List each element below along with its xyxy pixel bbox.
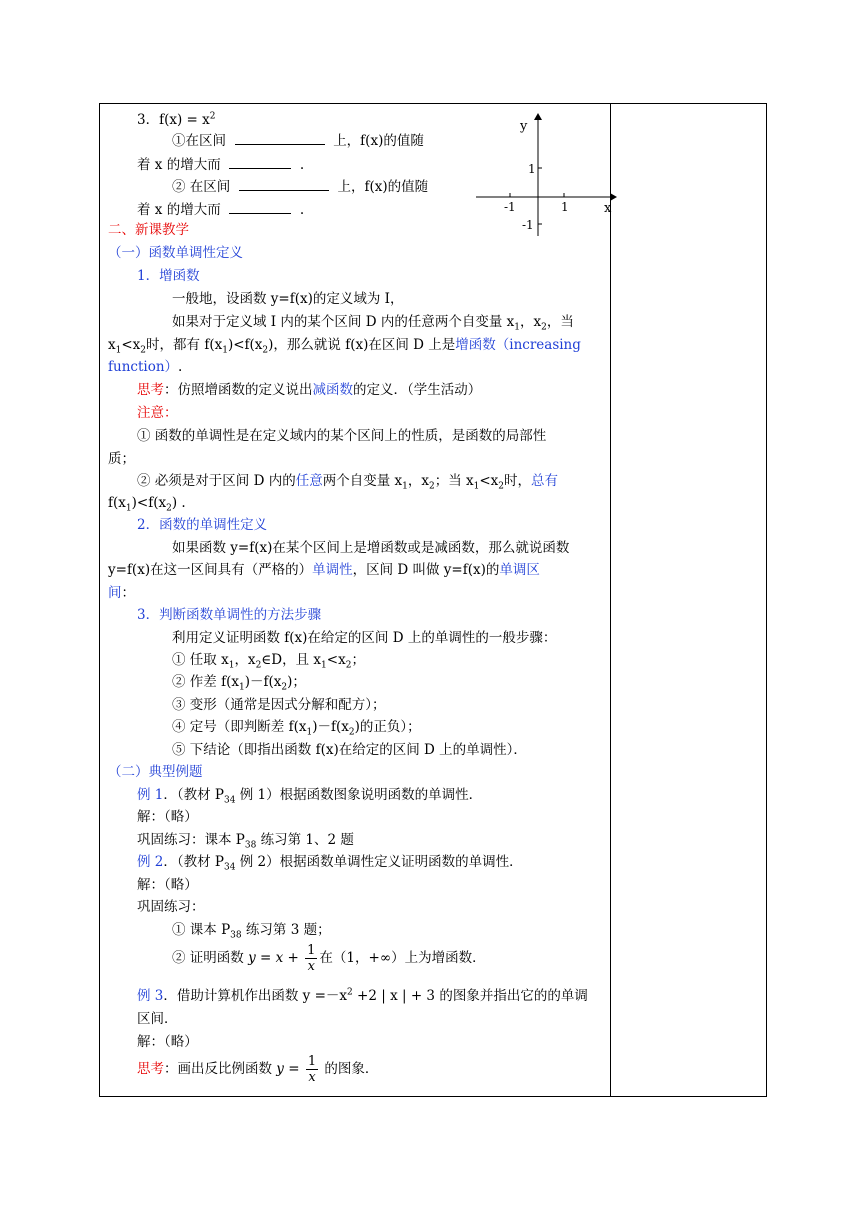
t: 1	[514, 322, 520, 333]
t: 巩固练习：课本 P	[137, 832, 245, 848]
solution-2: 解：（略）	[137, 877, 198, 893]
t: ，当	[546, 314, 574, 330]
subsection-heading-2: （二）典型例题	[108, 764, 203, 780]
practice-2-item-2	[172, 942, 486, 974]
method-step-5: ⑤ 下结论（即指出函数 f(x)在给定的区间 D 上的单调性）．	[172, 742, 527, 758]
method-step-4	[172, 718, 421, 736]
t: )，那么就说 f(x)在区间 D 上是	[268, 337, 456, 353]
t: .	[178, 359, 183, 375]
y-axis-arrow	[534, 113, 542, 120]
t: 38	[244, 840, 257, 851]
example-2-label: 例 2	[137, 854, 164, 870]
t: ，x	[519, 314, 542, 330]
solution-1: 解：（略）	[137, 809, 198, 825]
period: .	[299, 157, 305, 173]
subsection-heading-1: （一）函数单调性定义	[108, 245, 243, 261]
t: <x	[326, 652, 346, 668]
answer-blank-b-interval[interactable]	[239, 178, 329, 191]
t: ：	[121, 585, 135, 601]
section-heading: 二、新课教学	[108, 222, 189, 238]
t: ② 作差 f(x	[172, 674, 239, 690]
t: )－f(x	[312, 719, 349, 735]
t: )；	[287, 674, 306, 690]
frac-num: 1	[307, 943, 316, 958]
term-arbitrary: 任意	[295, 473, 323, 489]
definition-text-2	[172, 313, 574, 331]
term-monotonicity: 单调性	[312, 562, 353, 578]
t: 34	[224, 862, 236, 873]
t: +2 | x | + 3 的图象并指出它的的单调	[352, 988, 588, 1004]
t: 1	[473, 481, 480, 492]
t: <x	[479, 473, 499, 489]
tick-label-x-neg: -1	[504, 200, 516, 214]
term-decreasing-function: 减函数	[312, 382, 353, 398]
t: 两个自变量 x	[322, 473, 403, 489]
practice-1	[137, 831, 354, 849]
t: 2	[498, 481, 505, 492]
term-increasing-function: 增函数（increasing	[455, 337, 581, 353]
note-1-cont: 质；	[108, 451, 135, 467]
review-item-3-text: 3．f(x) = x	[137, 112, 210, 128]
think-prompt-2	[137, 1053, 378, 1085]
t: y=f(x)在这一区间具有（严格的）	[108, 562, 313, 578]
note-1: ① 函数的单调性是在定义域内的某个区间上的性质，是函数的局部性	[137, 428, 547, 444]
think-label: 思考	[137, 382, 164, 398]
note-label: 注意：	[137, 405, 178, 421]
t: ．（教材 P	[163, 787, 225, 803]
t: ④ 定号（即判断差 f(x	[172, 719, 307, 735]
topic-2-title: 2．函数的单调性定义	[137, 517, 268, 533]
answer-blank-a-interval[interactable]	[235, 132, 325, 145]
t: 时，都有 f(x	[146, 337, 223, 353]
method-step-1	[172, 651, 365, 669]
t: ∈D，且 x	[261, 652, 322, 668]
think-prompt-1	[137, 381, 481, 399]
math-eq: =	[283, 1061, 304, 1077]
review-a-line2: 着 x 的增大而	[137, 157, 221, 173]
note-2	[137, 472, 558, 490]
t: 2	[255, 660, 262, 671]
review-b-mid: 上，f(x)的值随	[337, 179, 429, 195]
answer-blank-a-trend[interactable]	[229, 156, 291, 169]
example-2	[137, 853, 523, 871]
t: 2	[166, 503, 172, 514]
method-step-2	[172, 673, 306, 691]
t: ；当 x	[434, 473, 474, 489]
t: ；	[351, 652, 365, 668]
t: 2	[281, 682, 288, 693]
t: ．（教材 P	[163, 854, 225, 870]
t: 1	[115, 345, 122, 356]
t: ：画出反比例函数	[164, 1061, 272, 1077]
t: 2	[262, 345, 269, 356]
review-a-mid: 上，f(x)的值随	[333, 133, 424, 149]
t: 2	[347, 987, 353, 998]
period: .	[299, 202, 305, 218]
t: ：仿照增函数的定义说出	[164, 382, 313, 398]
table-column-divider	[610, 103, 611, 1097]
monotonicity-def-1: 如果函数 y=f(x)在某个区间上是增函数或是减函数，那么就说函数	[172, 540, 570, 556]
math-y: y	[248, 950, 256, 966]
example-1	[137, 786, 482, 804]
t: )的正负）；	[354, 719, 421, 735]
t: 例 2）根据函数单调性定义证明函数的单调性．	[235, 854, 523, 870]
review-blank-b-2	[137, 201, 304, 219]
t: 2	[541, 322, 547, 333]
t: f(x	[108, 495, 126, 511]
t: 时，	[504, 473, 532, 489]
t: 2	[348, 727, 355, 738]
t: 2	[140, 345, 147, 356]
tick-label-y-pos: 1	[528, 162, 536, 176]
t: 的图象．	[320, 1061, 379, 1077]
t: 2	[428, 481, 435, 492]
t: )<f(x	[227, 337, 263, 353]
t: 练习第 1、2 题	[256, 832, 354, 848]
fraction-one-over-x-2	[306, 1054, 318, 1085]
t: ，区间 D 叫做 y=f(x)的	[352, 562, 500, 578]
example-3	[137, 987, 588, 1005]
review-item-3	[137, 111, 215, 129]
t: x	[108, 337, 116, 353]
t: 38	[230, 930, 242, 941]
review-blank-b	[172, 178, 428, 196]
x-axis-label: x	[604, 201, 612, 216]
term-monotonic-interval: 单调区	[499, 562, 540, 578]
t: 练习第 3 题；	[241, 922, 331, 938]
t: 1	[125, 503, 132, 514]
example-3-label: 例 3	[137, 988, 164, 1004]
t: )<f(x	[131, 495, 167, 511]
definition-text-3	[108, 336, 581, 354]
think-label-2: 思考	[137, 1061, 164, 1077]
t: 的定义．（学生活动）	[353, 382, 482, 398]
t: ① 任取 x	[172, 652, 229, 668]
t: 如果对于定义域 I 内的某个区间 D 内的任意两个自变量 x	[172, 314, 515, 330]
t: 1	[321, 660, 327, 671]
t: ，x	[407, 473, 429, 489]
t: ，x	[234, 652, 256, 668]
review-b-pre: ② 在区间	[172, 179, 231, 195]
math-y: y	[276, 1061, 284, 1077]
fraction-one-over-x	[305, 943, 317, 974]
practice-2: 巩固练习：	[137, 899, 205, 915]
review-blank-a	[172, 132, 424, 150]
answer-blank-b-trend[interactable]	[229, 201, 291, 214]
term-always: 总有	[531, 473, 559, 489]
frac-den: x	[308, 1070, 316, 1085]
frac-num: 1	[307, 1054, 317, 1069]
t: 2	[345, 660, 352, 671]
topic-3-title: 3．判断函数单调性的方法步骤	[137, 607, 322, 623]
tick-label-y-neg: -1	[522, 218, 534, 232]
method-step-3: ③ 变形（通常是因式分解和配方）；	[172, 697, 386, 713]
t: 在（1，+∞）上为增函数．	[319, 950, 486, 966]
x-axis-arrow	[610, 193, 617, 201]
t: ．借助计算机作出函数 y =－x	[163, 988, 348, 1004]
term-interval: 间	[108, 585, 122, 601]
practice-2-item-1	[172, 921, 331, 939]
monotonicity-def-3	[108, 584, 135, 602]
t: 1	[238, 682, 245, 693]
frac-den: x	[307, 959, 315, 974]
tick-label-x-pos: 1	[561, 200, 569, 214]
example-3-cont: 区间．	[137, 1011, 178, 1027]
t: 1	[222, 345, 228, 356]
solution-3: 解：（略）	[137, 1034, 198, 1050]
t: ① 课本 P	[172, 922, 231, 938]
math-eq: = x +	[255, 950, 304, 966]
t: 1	[306, 727, 313, 738]
review-b-line2: 着 x 的增大而	[137, 202, 221, 218]
definition-text-4	[108, 358, 182, 376]
method-intro: 利用定义证明函数 f(x)在给定的区间 D 上的单调性的一般步骤：	[172, 630, 557, 646]
note-2-cont	[108, 494, 186, 512]
y-axis-label: y	[520, 119, 528, 134]
review-a-pre: ①在区间	[172, 133, 226, 149]
t: 34	[224, 795, 236, 806]
definition-text-1: 一般地，设函数 y=f(x)的定义域为 I，	[172, 291, 404, 307]
term-function: function）	[108, 359, 179, 375]
coordinate-axes-graph	[472, 112, 617, 240]
review-blank-a-2	[137, 156, 304, 174]
review-item-3-sup: 2	[209, 111, 216, 122]
t: ② 证明函数	[172, 950, 244, 966]
t: 例 1）根据函数图象说明函数的单调性．	[235, 787, 483, 803]
monotonicity-def-2	[108, 561, 540, 579]
t: ② 必须是对于区间 D 内的	[137, 473, 296, 489]
t: 1	[228, 660, 235, 671]
topic-1-title: 1．增函数	[137, 268, 200, 284]
t: )－f(x	[244, 674, 282, 690]
example-1-label: 例 1	[137, 787, 164, 803]
t: ) .	[171, 495, 186, 511]
t: 1	[402, 481, 408, 492]
t: <x	[121, 337, 141, 353]
